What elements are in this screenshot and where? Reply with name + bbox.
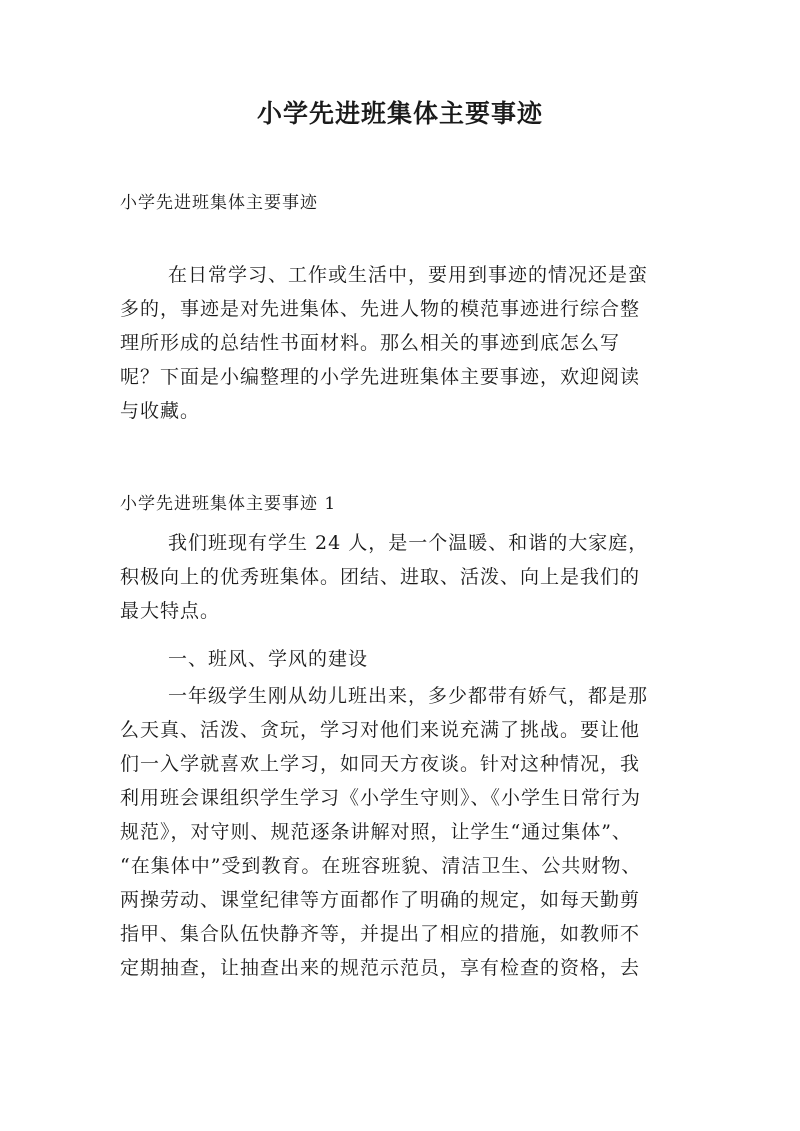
paragraph-2 (120, 679, 690, 985)
paragraph-line: 指甲、集合队伍快静齐等，并提出了相应的措施，如教师不 (120, 923, 641, 945)
section-heading (120, 487, 690, 521)
paragraph-line: 一年级学生刚从幼儿班出来，多少都带有娇气，都是那 (168, 685, 649, 707)
sub-heading-text: 一、班风、学风的建设 (168, 648, 369, 670)
paragraph-line: 积极向上的优秀班集体。团结、进取、活泼、向上是我们的 (120, 566, 641, 588)
paragraph-line: 定期抽查，让抽查出来的规范示范员，享有检查的资格，去 (120, 957, 641, 979)
section-heading-text: 小学先进班集体主要事迹 1 (120, 494, 337, 514)
paragraph-line: 我们班现有学生 24 人，是一个温暖、和谐的大家庭， (168, 532, 649, 554)
paragraph-line: “在集体中”受到教育。在班容班貌、清洁卫生、公共财物、 (120, 855, 642, 877)
intro-paragraph (120, 258, 690, 428)
paragraph-line: 与收藏。 (120, 400, 201, 422)
paragraph-line: 在日常学习、工作或生活中，要用到事迹的情况还是蛮 (168, 264, 649, 286)
paragraph-line: 理所形成的总结性书面材料。那么相关的事迹到底怎么写 (120, 332, 621, 354)
paragraph-line: 们一入学就喜欢上学习，如同天方夜谈。针对这种情况，我 (120, 753, 641, 775)
paragraph-line: 么天真、活泼、贪玩，学习对他们来说充满了挑战。要让他 (120, 719, 641, 741)
paragraph-line: 呢？下面是小编整理的小学先进班集体主要事迹，欢迎阅读 (120, 366, 641, 388)
paragraph-line: 多的，事迹是对先进集体、先进人物的模范事迹进行综合整 (120, 298, 641, 320)
paragraph-line: 最大特点。 (120, 600, 221, 622)
document-subtitle (120, 186, 690, 220)
sub-heading (120, 642, 690, 676)
paragraph-1 (120, 526, 690, 628)
document-title: 小学先进班集体主要事迹 (256, 99, 543, 128)
paragraph-line: 规范》，对守则、规范逐条讲解对照，让学生“通过集体”、 (120, 821, 632, 843)
paragraph-line: 两操劳动、课堂纪律等方面都作了明确的规定，如每天勤剪 (120, 889, 641, 911)
paragraph-line: 利用班会课组织学生学习《小学生守则》、《小学生日常行为 (120, 787, 642, 809)
subtitle-text: 小学先进班集体主要事迹 (120, 193, 318, 213)
